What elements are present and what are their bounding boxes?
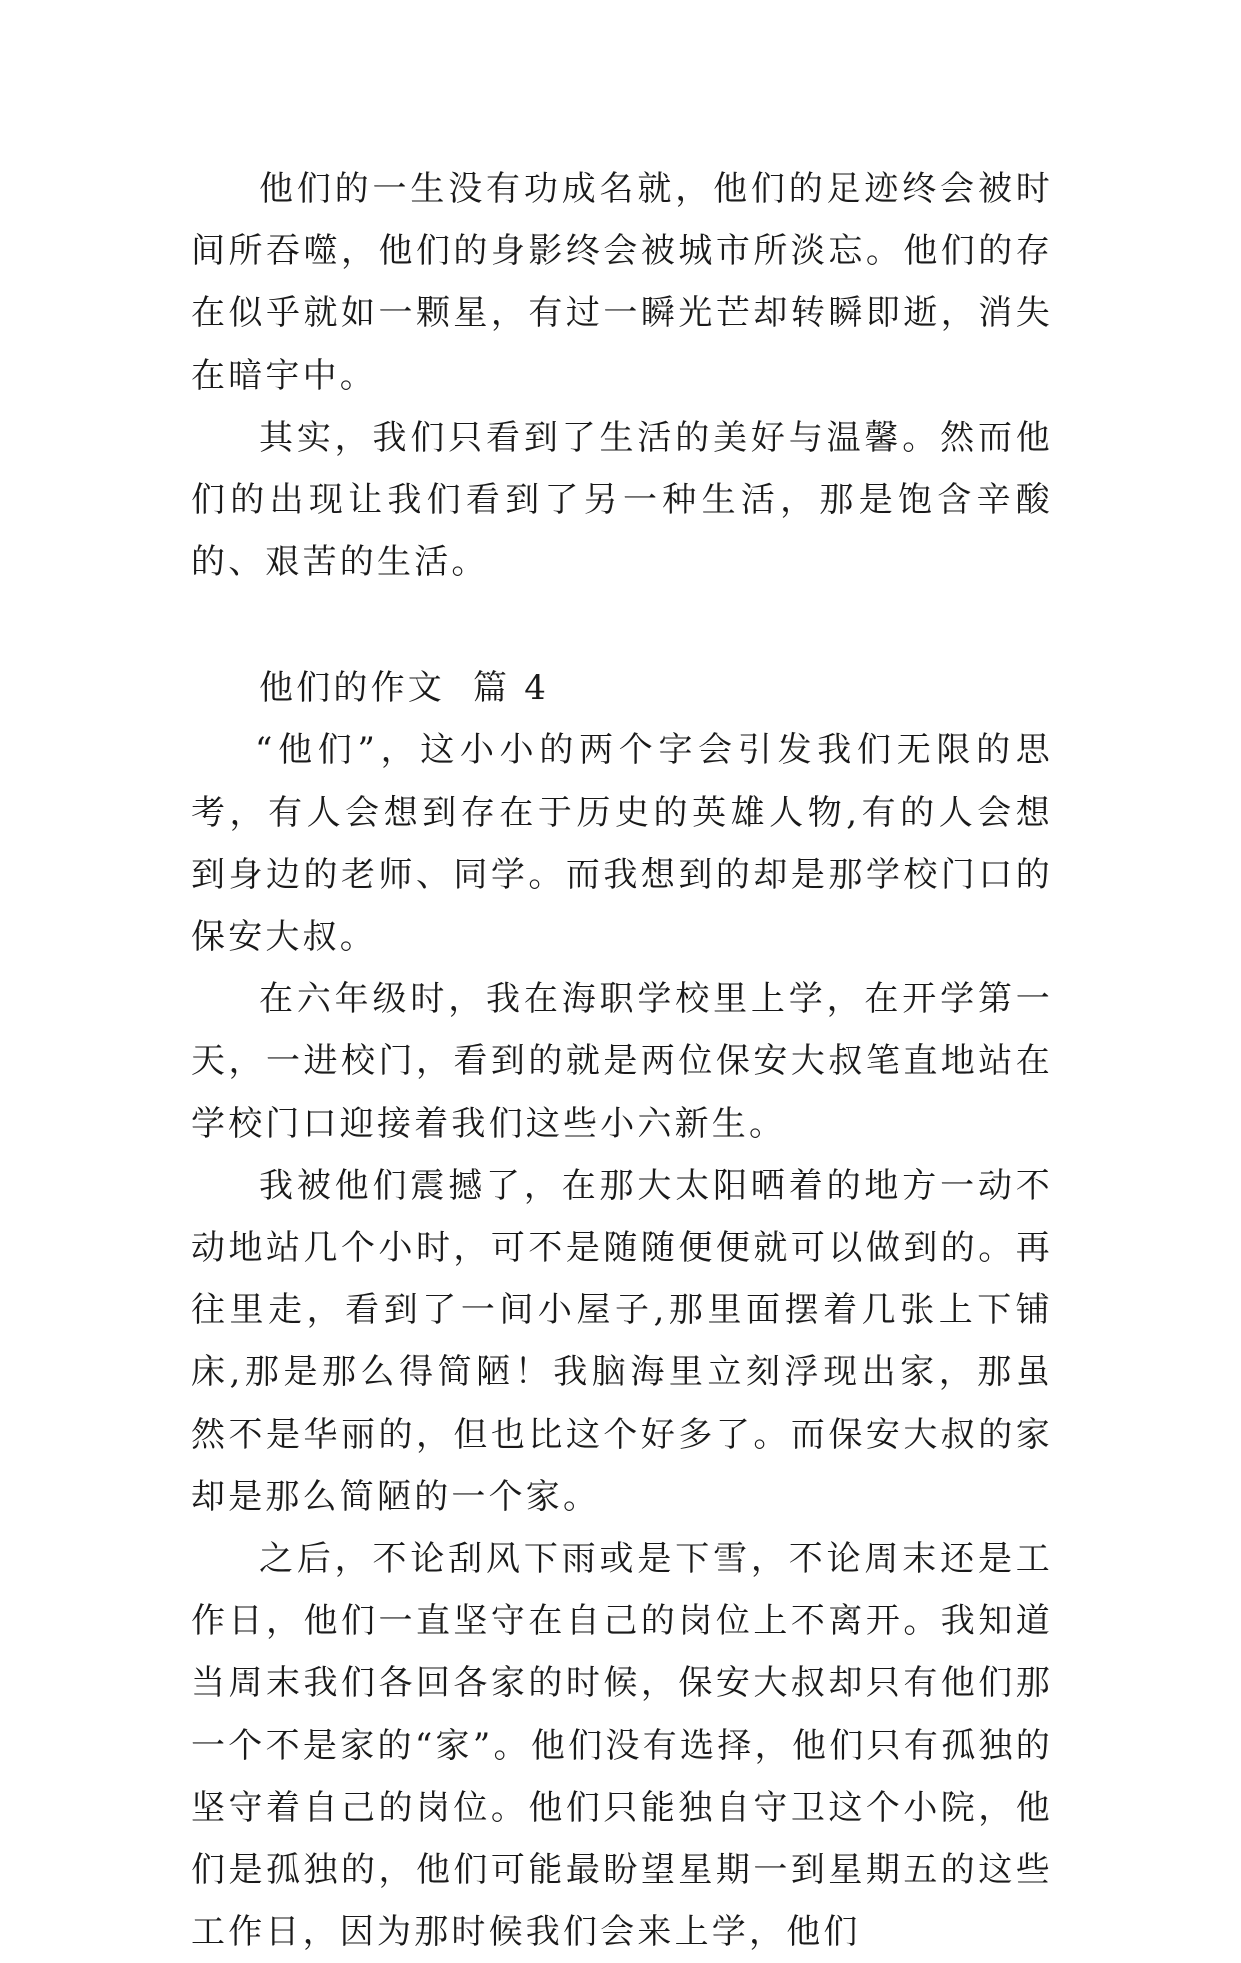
section-heading: 他们的作文 篇 4 [259,668,550,709]
paragraph-3: “他们”，这小小的两个字会引发我们无限的思考，有人会想到存在于历史的英雄人物,有的人会想到身边的老师、同学。而我想到的却是那学校门口的保安大叔。 [191,730,1053,958]
paragraph-4: 在六年级时，我在海职学校里上学，在开学第一天，一进校门，看到的就是两位保安大叔笔直地站在学校门口迎接着我们这些小六新生。 [191,979,1053,1144]
document-body [191,158,1053,1963]
paragraph-2: 其实，我们只看到了生活的美好与温馨。然而他们的出现让我们看到了另一种生活，那是饱含辛酸的、艰苦的生活。 [191,417,1053,583]
paragraph-5: 我被他们震撼了，在那大太阳晒着的地方一动不动地站几个小时，可不是随随便便就可以做到的。再往里走，看到了一间小屋子,那里面摆着几张上下铺床,那是那么得简陋！我脑海里立刻浮现出家，那虽然不是华丽的，但也比这个好多了。而保安大叔的家却是那么简陋的一个家。 [191,1165,1053,1517]
paragraph-6: 之后，不论刮风下雨或是下雪，不论周末还是工作日，他们一直坚守在自己的岗位上不离开。我知道当周末我们各回各家的时候，保安大叔却只有他们那一个不是家的“家”。他们没有选择，他们只有孤独的坚守着自己的岗位。他们只能独自守卫这个小院，他们是孤独的，他们可能最盼望星期一到星期五的这些工作日，因为那时候我们会来上学，他们 [191,1539,1053,1953]
paragraph-1: 他们的一生没有功成名就，他们的足迹终会被时间所吞噬，他们的身影终会被城市所淡忘。他们的存在似乎就如一颗星，有过一瞬光芒却转瞬即逝，消失在暗宇中。 [191,169,1053,396]
